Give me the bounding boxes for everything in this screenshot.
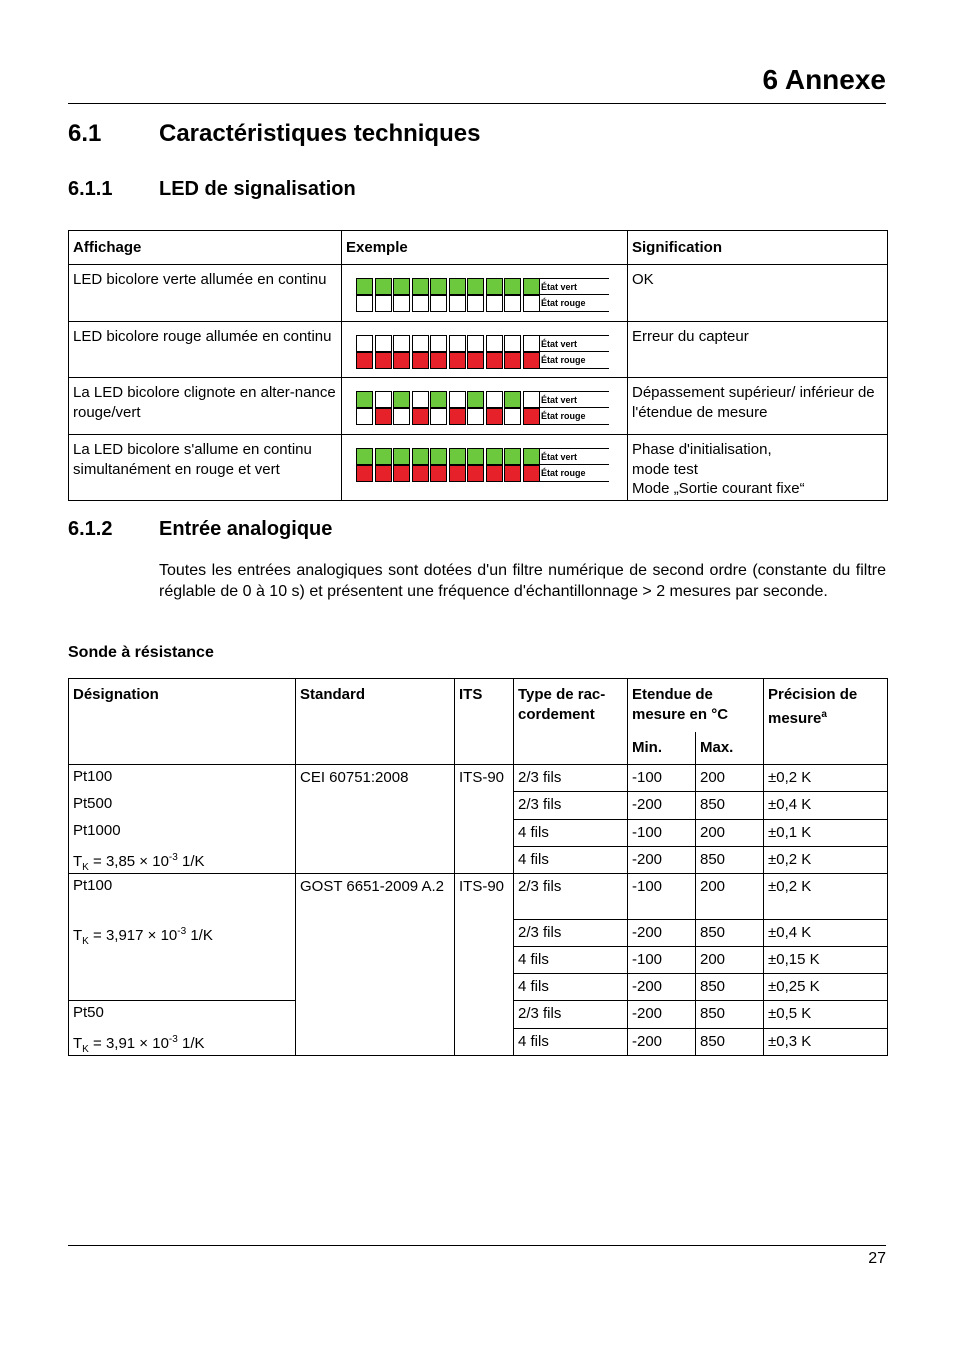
tk-subscript: K: [82, 936, 89, 947]
subsection-title: LED de signalisation: [159, 178, 356, 200]
min-cell: -200: [628, 920, 696, 947]
tk-coefficient: [69, 920, 295, 947]
table-row: [69, 765, 888, 792]
led-row-red-state: [356, 352, 608, 369]
led-on-green: [449, 278, 466, 295]
led-on-green: [393, 278, 410, 295]
max-cell: 850: [696, 792, 764, 819]
led-on-green: [486, 448, 503, 465]
tk-exponent: -3: [168, 1034, 178, 1045]
table-row: [69, 874, 888, 920]
type-cell: 2/3 fils: [514, 874, 628, 920]
designation-text: Pt100: [73, 877, 113, 894]
type-cell: 4 fils: [514, 1028, 628, 1056]
tk-exponent: -3: [177, 926, 187, 937]
designation-text: Pt50: [73, 1004, 104, 1021]
designation-cell: [69, 1001, 296, 1056]
table-header-row: [69, 231, 888, 265]
state-green-label: État vert: [537, 335, 609, 352]
type-cell: 4 fils: [514, 974, 628, 1001]
led-on-red: [356, 352, 373, 369]
chapter-title: 6 Annexe: [762, 64, 886, 95]
led-on-red: [486, 408, 503, 425]
min-cell: -200: [628, 792, 696, 819]
led-on-red: [504, 465, 521, 482]
state-green-label: État vert: [537, 448, 609, 465]
meaning-line: mode test: [632, 460, 698, 478]
header-exemple: Exemple: [342, 231, 628, 265]
max-cell: 200: [696, 947, 764, 974]
led-on-green: [467, 278, 484, 295]
section-heading: [68, 120, 480, 148]
standard-cell: GOST 6651-2009 A.2: [296, 874, 455, 1056]
led-off: [504, 295, 521, 312]
led-row-red-state: [356, 465, 608, 482]
max-cell: 850: [696, 920, 764, 947]
led-row-green-state: [356, 278, 608, 295]
led-off: [504, 408, 521, 425]
led-boxes: [356, 335, 542, 352]
led-off: [449, 295, 466, 312]
led-on-green: [375, 448, 392, 465]
tk-unit: 1/K: [186, 927, 213, 944]
rtd-heading: Sonde à résistance: [68, 644, 214, 661]
led-strip: [356, 448, 608, 482]
designation-text: Pt500: [73, 795, 113, 812]
max-cell: 850: [696, 1028, 764, 1056]
led-display-cell: La LED bicolore s'allume en continu simultanément en rouge et vert: [69, 435, 342, 501]
led-on-red: [449, 408, 466, 425]
led-meaning-cell: [628, 435, 888, 501]
tk-value: = 3,917 × 10: [88, 927, 178, 944]
led-off: [430, 295, 447, 312]
table-row: [69, 435, 888, 501]
max-cell: 200: [696, 819, 764, 846]
led-row-green-state: [356, 391, 608, 408]
led-example-cell: [342, 435, 628, 501]
min-cell: -100: [628, 819, 696, 846]
tk-value: = 3,91 × 10: [88, 1035, 169, 1052]
tk-exponent: -3: [168, 852, 178, 863]
led-on-red: [412, 408, 429, 425]
state-red-label: État rouge: [537, 352, 609, 369]
led-on-green: [504, 448, 521, 465]
led-on-green: [430, 278, 447, 295]
header-signification: Signification: [628, 231, 888, 265]
body-paragraph: Toutes les entrées analogiques sont dotées d'un filtre numérique de second ordre (constante du filtre réglable de 0 à 10 s) et présentent une fréquence d'échantillonnage > 2 mesures par seconde.: [159, 562, 886, 600]
led-on-red: [412, 352, 429, 369]
type-cell: 2/3 fils: [514, 1001, 628, 1029]
led-on-red: [356, 465, 373, 482]
led-boxes: [356, 408, 542, 425]
led-on-red: [467, 465, 484, 482]
min-cell: -100: [628, 947, 696, 974]
its-cell: ITS-90: [455, 765, 514, 874]
max-cell: 850: [696, 1001, 764, 1029]
tk-coefficient: [69, 846, 295, 873]
state-green-label: État vert: [537, 278, 609, 295]
led-off: [467, 408, 484, 425]
header-range: Etendue de mesure en °C: [628, 679, 764, 732]
footnote-marker: a: [821, 708, 827, 720]
min-cell: -200: [628, 974, 696, 1001]
led-display-cell: La LED bicolore clignote en alter-nance rouge/vert: [69, 378, 342, 435]
led-on-red: [430, 465, 447, 482]
type-cell: 2/3 fils: [514, 765, 628, 792]
footer-rule: [68, 1245, 886, 1246]
tk-symbol: T: [73, 853, 83, 870]
header-standard: Standard: [296, 679, 455, 765]
led-on-green: [412, 448, 429, 465]
led-on-green: [504, 278, 521, 295]
precision-cell: ±0,1 K: [764, 819, 888, 846]
table-row: [69, 378, 888, 435]
led-on-green: [504, 391, 521, 408]
led-on-red: [467, 352, 484, 369]
precision-cell: ±0,2 K: [764, 765, 888, 792]
led-on-red: [375, 352, 392, 369]
subsection-number: 6.1.1: [68, 178, 113, 200]
led-off: [430, 408, 447, 425]
header-designation: Désignation: [69, 679, 296, 765]
led-display-cell: LED bicolore rouge allumée en continu: [69, 322, 342, 378]
header-max: Max.: [696, 732, 764, 765]
min-cell: -200: [628, 846, 696, 873]
led-on-green: [430, 391, 447, 408]
header-precision-text: Précision de mesure: [768, 686, 858, 727]
tk-unit: 1/K: [177, 853, 205, 870]
designation-stack: [69, 1001, 295, 1055]
designation-cell: [69, 765, 296, 874]
precision-cell: ±0,15 K: [764, 947, 888, 974]
header-affichage: Affichage: [69, 231, 342, 265]
type-cell: 4 fils: [514, 947, 628, 974]
led-meaning-cell: Erreur du capteur: [628, 322, 888, 378]
led-off: [412, 335, 429, 352]
led-meaning-cell: Dépassement supérieur/ inférieur de l'étendue de mesure: [628, 378, 888, 435]
led-on-green: [356, 448, 373, 465]
led-row-red-state: [356, 408, 608, 425]
state-red-label: État rouge: [537, 408, 609, 425]
subsection-number: 6.1.2: [68, 518, 113, 540]
designation-stack: [69, 874, 295, 947]
header-type: Type de rac-cordement: [514, 679, 628, 765]
led-off: [449, 391, 466, 408]
led-on-red: [393, 465, 410, 482]
led-off: [393, 295, 410, 312]
led-off: [356, 408, 373, 425]
section-number: 6.1: [68, 120, 102, 147]
state-green-label: État vert: [537, 391, 609, 408]
led-on-green: [356, 391, 373, 408]
led-display-cell: LED bicolore verte allumée en continu: [69, 265, 342, 322]
led-on-red: [449, 465, 466, 482]
led-off: [356, 335, 373, 352]
min-cell: -100: [628, 874, 696, 920]
led-on-green: [430, 448, 447, 465]
min-cell: -200: [628, 1028, 696, 1056]
type-cell: 2/3 fils: [514, 792, 628, 819]
led-strip: [356, 391, 608, 425]
led-off: [430, 335, 447, 352]
designation-text: Pt100: [73, 768, 113, 785]
subsection-title: Entrée analogique: [159, 518, 333, 540]
led-on-green: [486, 278, 503, 295]
tk-subscript: K: [82, 862, 89, 873]
tk-symbol: T: [73, 1035, 83, 1052]
subsection-heading-led: [68, 178, 356, 201]
led-strip: [356, 278, 608, 312]
its-cell: ITS-90: [455, 874, 514, 1056]
led-off: [486, 295, 503, 312]
led-on-red: [375, 465, 392, 482]
led-boxes: [356, 295, 542, 312]
precision-cell: ±0,25 K: [764, 974, 888, 1001]
led-boxes: [356, 278, 542, 295]
spacer: [69, 901, 295, 920]
led-row-green-state: [356, 335, 608, 352]
led-meaning-cell: OK: [628, 265, 888, 322]
designation-text: Pt1000: [73, 822, 121, 839]
precision-cell: ±0,4 K: [764, 920, 888, 947]
led-on-red: [486, 465, 503, 482]
led-off: [467, 295, 484, 312]
led-off: [375, 295, 392, 312]
tk-unit: 1/K: [177, 1035, 205, 1052]
led-off: [486, 391, 503, 408]
led-on-green: [393, 391, 410, 408]
led-off: [375, 391, 392, 408]
standard-cell: CEI 60751:2008: [296, 765, 455, 874]
meaning-line: Mode „Sortie courant fixe“: [632, 480, 805, 497]
precision-cell: ±0,2 K: [764, 846, 888, 873]
led-on-green: [375, 278, 392, 295]
led-example-cell: [342, 265, 628, 322]
led-strip: [356, 335, 608, 369]
header-rule: [68, 103, 886, 104]
max-cell: 200: [696, 874, 764, 920]
table-row: [69, 322, 888, 378]
led-on-red: [486, 352, 503, 369]
led-on-red: [449, 352, 466, 369]
led-table: [68, 230, 888, 501]
max-cell: 200: [696, 765, 764, 792]
precision-cell: ±0,2 K: [764, 874, 888, 920]
led-off: [486, 335, 503, 352]
tk-subscript: K: [82, 1044, 89, 1055]
state-red-label: État rouge: [537, 295, 609, 312]
led-on-red: [412, 465, 429, 482]
led-boxes: [356, 448, 542, 465]
precision-cell: ±0,4 K: [764, 792, 888, 819]
led-on-green: [467, 448, 484, 465]
section-title: Caractéristiques techniques: [159, 120, 481, 147]
led-example-cell: [342, 378, 628, 435]
led-off: [393, 335, 410, 352]
led-on-red: [393, 352, 410, 369]
led-off: [375, 335, 392, 352]
led-on-green: [449, 448, 466, 465]
led-boxes: [356, 352, 542, 369]
led-on-red: [375, 408, 392, 425]
led-off: [393, 408, 410, 425]
type-cell: 2/3 fils: [514, 920, 628, 947]
led-example-cell: [342, 322, 628, 378]
max-cell: 850: [696, 974, 764, 1001]
led-on-green: [467, 391, 484, 408]
led-row-green-state: [356, 448, 608, 465]
led-off: [504, 335, 521, 352]
tk-coefficient: [69, 1028, 295, 1055]
led-row-red-state: [356, 295, 608, 312]
led-off: [356, 295, 373, 312]
led-on-green: [393, 448, 410, 465]
led-on-green: [412, 278, 429, 295]
led-off: [412, 391, 429, 408]
header-min: Min.: [628, 732, 696, 765]
meaning-line: Phase d'initialisation,: [632, 441, 772, 458]
precision-cell: ±0,5 K: [764, 1001, 888, 1029]
state-red-label: État rouge: [537, 465, 609, 482]
led-on-red: [504, 352, 521, 369]
min-cell: -200: [628, 1001, 696, 1029]
led-boxes: [356, 391, 542, 408]
tk-value: = 3,85 × 10: [88, 853, 169, 870]
designation-stack: [69, 765, 295, 873]
type-cell: 4 fils: [514, 819, 628, 846]
tk-symbol: T: [73, 927, 83, 944]
min-cell: -100: [628, 765, 696, 792]
header-precision: [764, 679, 888, 765]
led-off: [449, 335, 466, 352]
max-cell: 850: [696, 846, 764, 873]
page-number: 27: [868, 1250, 886, 1267]
led-on-green: [356, 278, 373, 295]
designation-cell: [69, 874, 296, 1001]
led-off: [467, 335, 484, 352]
led-off: [412, 295, 429, 312]
rtd-table: [68, 678, 888, 1056]
precision-cell: ±0,3 K: [764, 1028, 888, 1056]
led-on-red: [430, 352, 447, 369]
led-boxes: [356, 465, 542, 482]
header-its: ITS: [455, 679, 514, 765]
table-header-row: [69, 679, 888, 732]
table-row: [69, 265, 888, 322]
type-cell: 4 fils: [514, 846, 628, 873]
subsection-heading-analog: [68, 518, 332, 541]
